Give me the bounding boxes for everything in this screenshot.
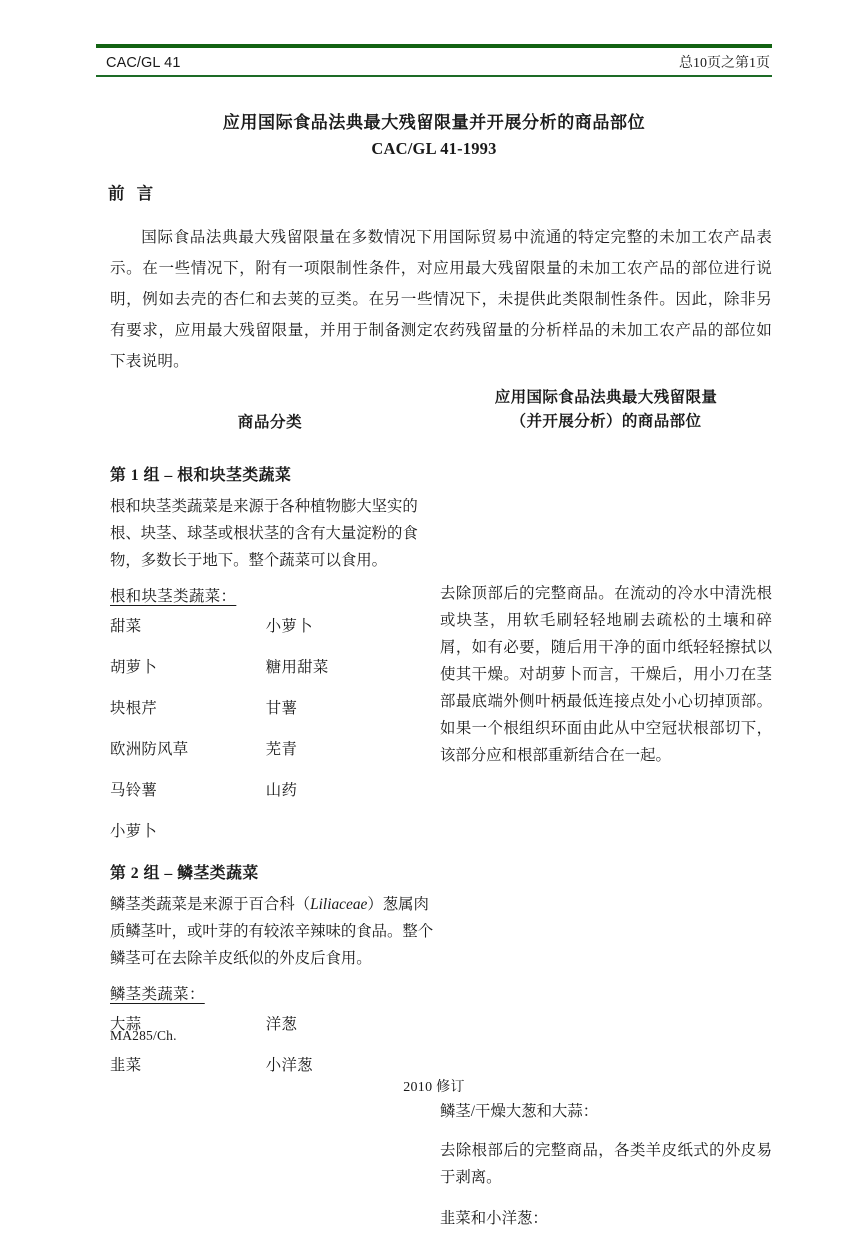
column-heading-commodity-part bbox=[440, 386, 772, 434]
list-item: 胡萝卜 bbox=[110, 659, 158, 676]
list-item: 大蒜 bbox=[110, 1016, 142, 1033]
table-row bbox=[110, 696, 440, 737]
group-1-right-spacer bbox=[440, 462, 772, 580]
list-item: 小萝卜 bbox=[110, 823, 158, 840]
table-row bbox=[110, 819, 440, 860]
page-indicator: 总10页之第1页 bbox=[679, 56, 770, 71]
list-item: 芜青 bbox=[265, 741, 298, 758]
list-item: 小洋葱 bbox=[265, 1057, 313, 1074]
group-1-item-table bbox=[110, 614, 440, 860]
list-item: 洋葱 bbox=[265, 1016, 298, 1033]
header-row bbox=[96, 48, 772, 75]
list-item bbox=[266, 819, 440, 860]
list-item: 糖用甜菜 bbox=[265, 659, 329, 676]
group-2-description-post: ）葱属肉质鳞茎叶，或叶芽的有较浓辛辣味的食品。整个鳞茎可在去除羊皮纸似的外皮后食用。 bbox=[110, 896, 434, 967]
list-item: 山药 bbox=[265, 782, 298, 799]
table-row bbox=[110, 614, 440, 655]
commodity-part-column bbox=[440, 462, 772, 1244]
group-2-part-subheading-2: 韭菜和小洋葱： bbox=[440, 1210, 548, 1227]
document-reference: CAC/GL 41-1993 bbox=[371, 139, 497, 158]
column-heading-line-1: 应用国际食品法典最大残留限量 bbox=[494, 389, 718, 406]
preface-body: 国际食品法典最大残留限量在多数情况下用国际贸易中流通的特定完整的未加工农产品表示。在一些情况下，附有一项限制性条件，对应用最大残留限量的未加工农产品的部位进行说明，例如去壳的杏仁和去荚的豆类。在另一些情况下，未提供此类限制性条件。因此，除非另有要求，应用最大残留限量，并用于制备测定农药残留量的分析样品的未加工农产品的部位如下表说明。 bbox=[110, 229, 772, 370]
page-title: 应用国际食品法典最大残留限量并开展分析的商品部位 bbox=[222, 113, 646, 132]
group-1-list-label: 根和块茎类蔬菜： bbox=[110, 588, 237, 605]
group-1-description: 根和块茎类蔬菜是来源于各种植物膨大坚实的根、块茎、球茎或根状茎的含有大量淀粉的食物，多数长于地下。整个蔬菜可以食用。 bbox=[110, 498, 418, 569]
group-2-list-label: 鳞茎类蔬菜： bbox=[110, 986, 205, 1003]
footer-revision: 2010 修订 bbox=[403, 1080, 465, 1095]
column-heading-classification: 商品分类 bbox=[237, 414, 303, 431]
group-1-heading: 第 1 组 – 根和块茎类蔬菜 bbox=[110, 467, 292, 484]
document-code: CAC/GL 41 bbox=[106, 55, 181, 71]
group-2-scientific-name: Liliaceae bbox=[310, 896, 368, 913]
list-item: 甘薯 bbox=[265, 700, 298, 717]
header-bottom-rule bbox=[96, 75, 772, 77]
page-header bbox=[96, 44, 772, 77]
preface-heading: 前 言 bbox=[108, 184, 158, 203]
group-1-block bbox=[110, 462, 440, 860]
group-2-block bbox=[110, 860, 440, 1094]
list-item: 欧洲防风草 bbox=[110, 741, 189, 758]
group-2-description-pre: 鳞茎类蔬菜是来源于百合科（ bbox=[110, 896, 311, 913]
table-row bbox=[110, 655, 440, 696]
footer-document-code: MA285/Ch. bbox=[110, 1028, 177, 1043]
group-2-commodity-part-text: 去除根部后的完整商品，各类羊皮纸式的外皮易于剥离。 bbox=[440, 1142, 772, 1186]
group-2-description bbox=[110, 891, 440, 972]
list-item: 韭菜 bbox=[110, 1057, 142, 1074]
list-item: 块根芹 bbox=[110, 700, 158, 717]
column-heading-line-2: （并开展分析）的商品部位 bbox=[510, 413, 702, 430]
table-row bbox=[110, 778, 440, 819]
classification-column bbox=[110, 462, 440, 1094]
group-1-commodity-part-text: 去除顶部后的完整商品。在流动的冷水中清洗根或块茎，用软毛刷轻轻地刷去疏松的土壤和碎屑，如有必要，随后用干净的面巾纸轻轻擦拭以使其干燥。对胡萝卜而言，干燥后，用小刀在茎部最底端外侧叶柄最低连接点处小心切掉顶部。如果一个根组织环面由此从中空冠状根部切下，该部分应和根部重新结合在一起。 bbox=[440, 585, 772, 764]
group-2-right-spacer bbox=[440, 783, 772, 1098]
group-2-heading: 第 2 组 – 鳞茎类蔬菜 bbox=[110, 865, 259, 882]
group-2-part-subheading-1: 鳞茎/干燥大葱和大蒜： bbox=[440, 1103, 599, 1120]
table-row bbox=[110, 737, 440, 778]
list-item: 马铃薯 bbox=[110, 782, 158, 799]
list-item: 小萝卜 bbox=[265, 618, 313, 635]
list-item: 甜菜 bbox=[110, 618, 142, 635]
